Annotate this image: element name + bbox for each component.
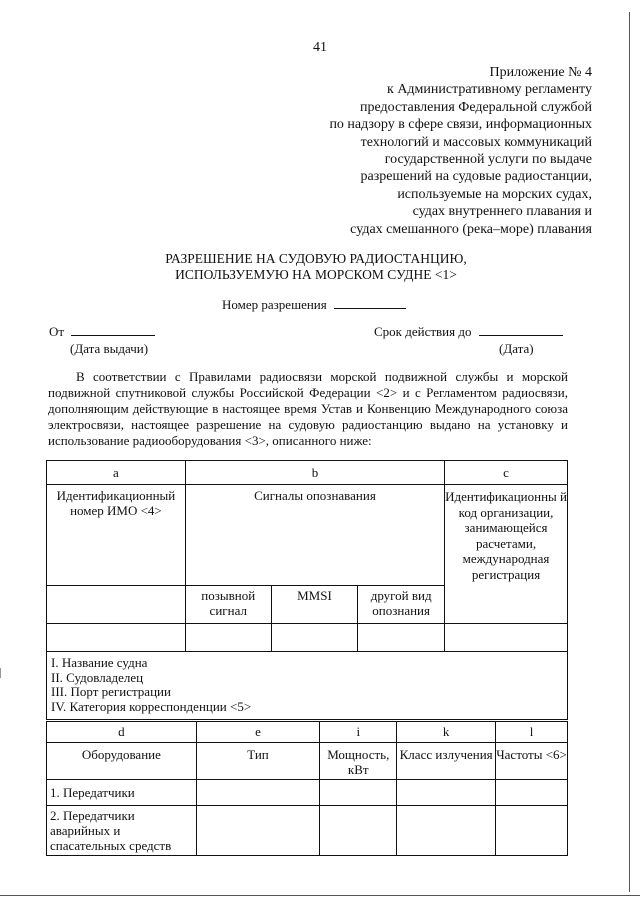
column-letter-d: d — [47, 722, 197, 743]
page-border-bottom — [0, 895, 640, 896]
intro-paragraph: В соответствии с Правилами радиосвязи морской подвижной службы и морской подвижной спутниковой службы Российской Федерации <2> и с Регламентом радиосвязи, дополняющим действующие в настоящее время Устав и Конвенцию Международного союза электросвязи, настоящее разрешение на судовую радиостанцию выдано на установку и использование радиооборудования <3>, описанного ниже: — [48, 369, 568, 448]
table-cell — [320, 780, 397, 806]
other-id-header: другой вид опознания — [358, 586, 445, 624]
table-cell — [496, 780, 568, 806]
date-caption: (Дата) — [499, 341, 534, 356]
title-line-2: ИСПОЛЬЗУЕМУЮ НА МОРСКОМ СУДНЕ <1> — [175, 267, 457, 282]
issue-date-caption: (Дата выдачи) — [70, 341, 149, 356]
valid-until-blank — [479, 323, 563, 336]
appendix-line: государственной услуги по выдаче — [384, 152, 592, 168]
appendix-line: к Административному регламенту — [387, 82, 592, 98]
imo-empty — [47, 586, 186, 624]
equipment-header: Оборудование — [47, 743, 197, 780]
org-code-header: Идентификационны й код организации, занимающейся расчетами, международная регистрация — [445, 485, 568, 624]
column-letter-k: k — [397, 722, 496, 743]
power-header: Мощность, кВт — [320, 743, 397, 780]
appendix-line: используемые на морских судах, — [397, 186, 592, 202]
from-label: От — [49, 324, 65, 339]
appendix-line: по надзору в сфере связи, информационных — [329, 117, 592, 133]
emission-class-header: Класс излучения — [397, 743, 496, 780]
issue-date-blank — [71, 323, 155, 336]
appendix-line: разрешений на судовые радиостанции, — [360, 169, 592, 185]
appendix-line: Приложение № 4 — [489, 65, 592, 80]
column-letter-i: i — [320, 722, 397, 743]
category-item: II. Судовладелец — [51, 669, 144, 685]
page-border-right — [629, 12, 630, 892]
signals-header: Сигналы опознавания — [185, 485, 444, 586]
mmsi-header: MMSI — [271, 586, 358, 624]
column-letter-b: b — [185, 461, 444, 485]
callsign-header: позывной сигнал — [185, 586, 271, 624]
frequencies-header: Частоты <6> — [496, 743, 568, 780]
column-letter-c: c — [445, 461, 568, 485]
appendix-line: судах внутреннего плавания и — [412, 204, 592, 220]
title-line-1: РАЗРЕШЕНИЕ НА СУДОВУЮ РАДИОСТАНЦИЮ, — [165, 251, 467, 266]
table-cell — [397, 780, 496, 806]
category-item: IV. Категория корреспонденции <5> — [51, 698, 252, 714]
scan-mark — [0, 668, 3, 678]
identification-table — [46, 460, 568, 720]
vessel-categories — [47, 652, 568, 720]
permit-number-label: Номер разрешения — [222, 297, 327, 312]
issue-date-field — [49, 323, 155, 340]
table-cell — [445, 624, 568, 652]
appendix-line: технологий и массовых коммуникаций — [360, 134, 592, 150]
type-header: Тип — [196, 743, 320, 780]
page-number: 41 — [313, 40, 327, 55]
row-emergency-transmitters: 2. Передатчики аварийных и спасательных средств — [47, 806, 197, 856]
table-cell — [496, 806, 568, 856]
appendix-line: судах смешанного (река–море) плавания — [350, 221, 592, 237]
table-cell — [196, 806, 320, 856]
equipment-table — [46, 721, 568, 856]
table-cell — [47, 624, 186, 652]
valid-until-label: Срок действия до — [374, 324, 472, 339]
column-letter-a: a — [47, 461, 186, 485]
table-cell — [196, 780, 320, 806]
permit-number-field — [222, 296, 406, 313]
row-transmitters: 1. Передатчики — [47, 780, 197, 806]
table-cell — [397, 806, 496, 856]
permit-number-blank — [334, 296, 406, 309]
table-cell — [320, 806, 397, 856]
column-letter-e: e — [196, 722, 320, 743]
category-item: III. Порт регистрации — [51, 684, 171, 699]
table-cell — [185, 624, 271, 652]
appendix-line: предоставления Федеральной службой — [360, 99, 592, 115]
table-cell — [358, 624, 445, 652]
document-title — [0, 251, 632, 283]
column-letter-l: l — [496, 722, 568, 743]
table-cell — [271, 624, 358, 652]
imo-header: Идентификационный номер ИМО <4> — [47, 485, 186, 586]
valid-until-field — [374, 323, 563, 340]
category-item: I. Название судна — [51, 655, 148, 670]
appendix-header — [329, 64, 592, 238]
